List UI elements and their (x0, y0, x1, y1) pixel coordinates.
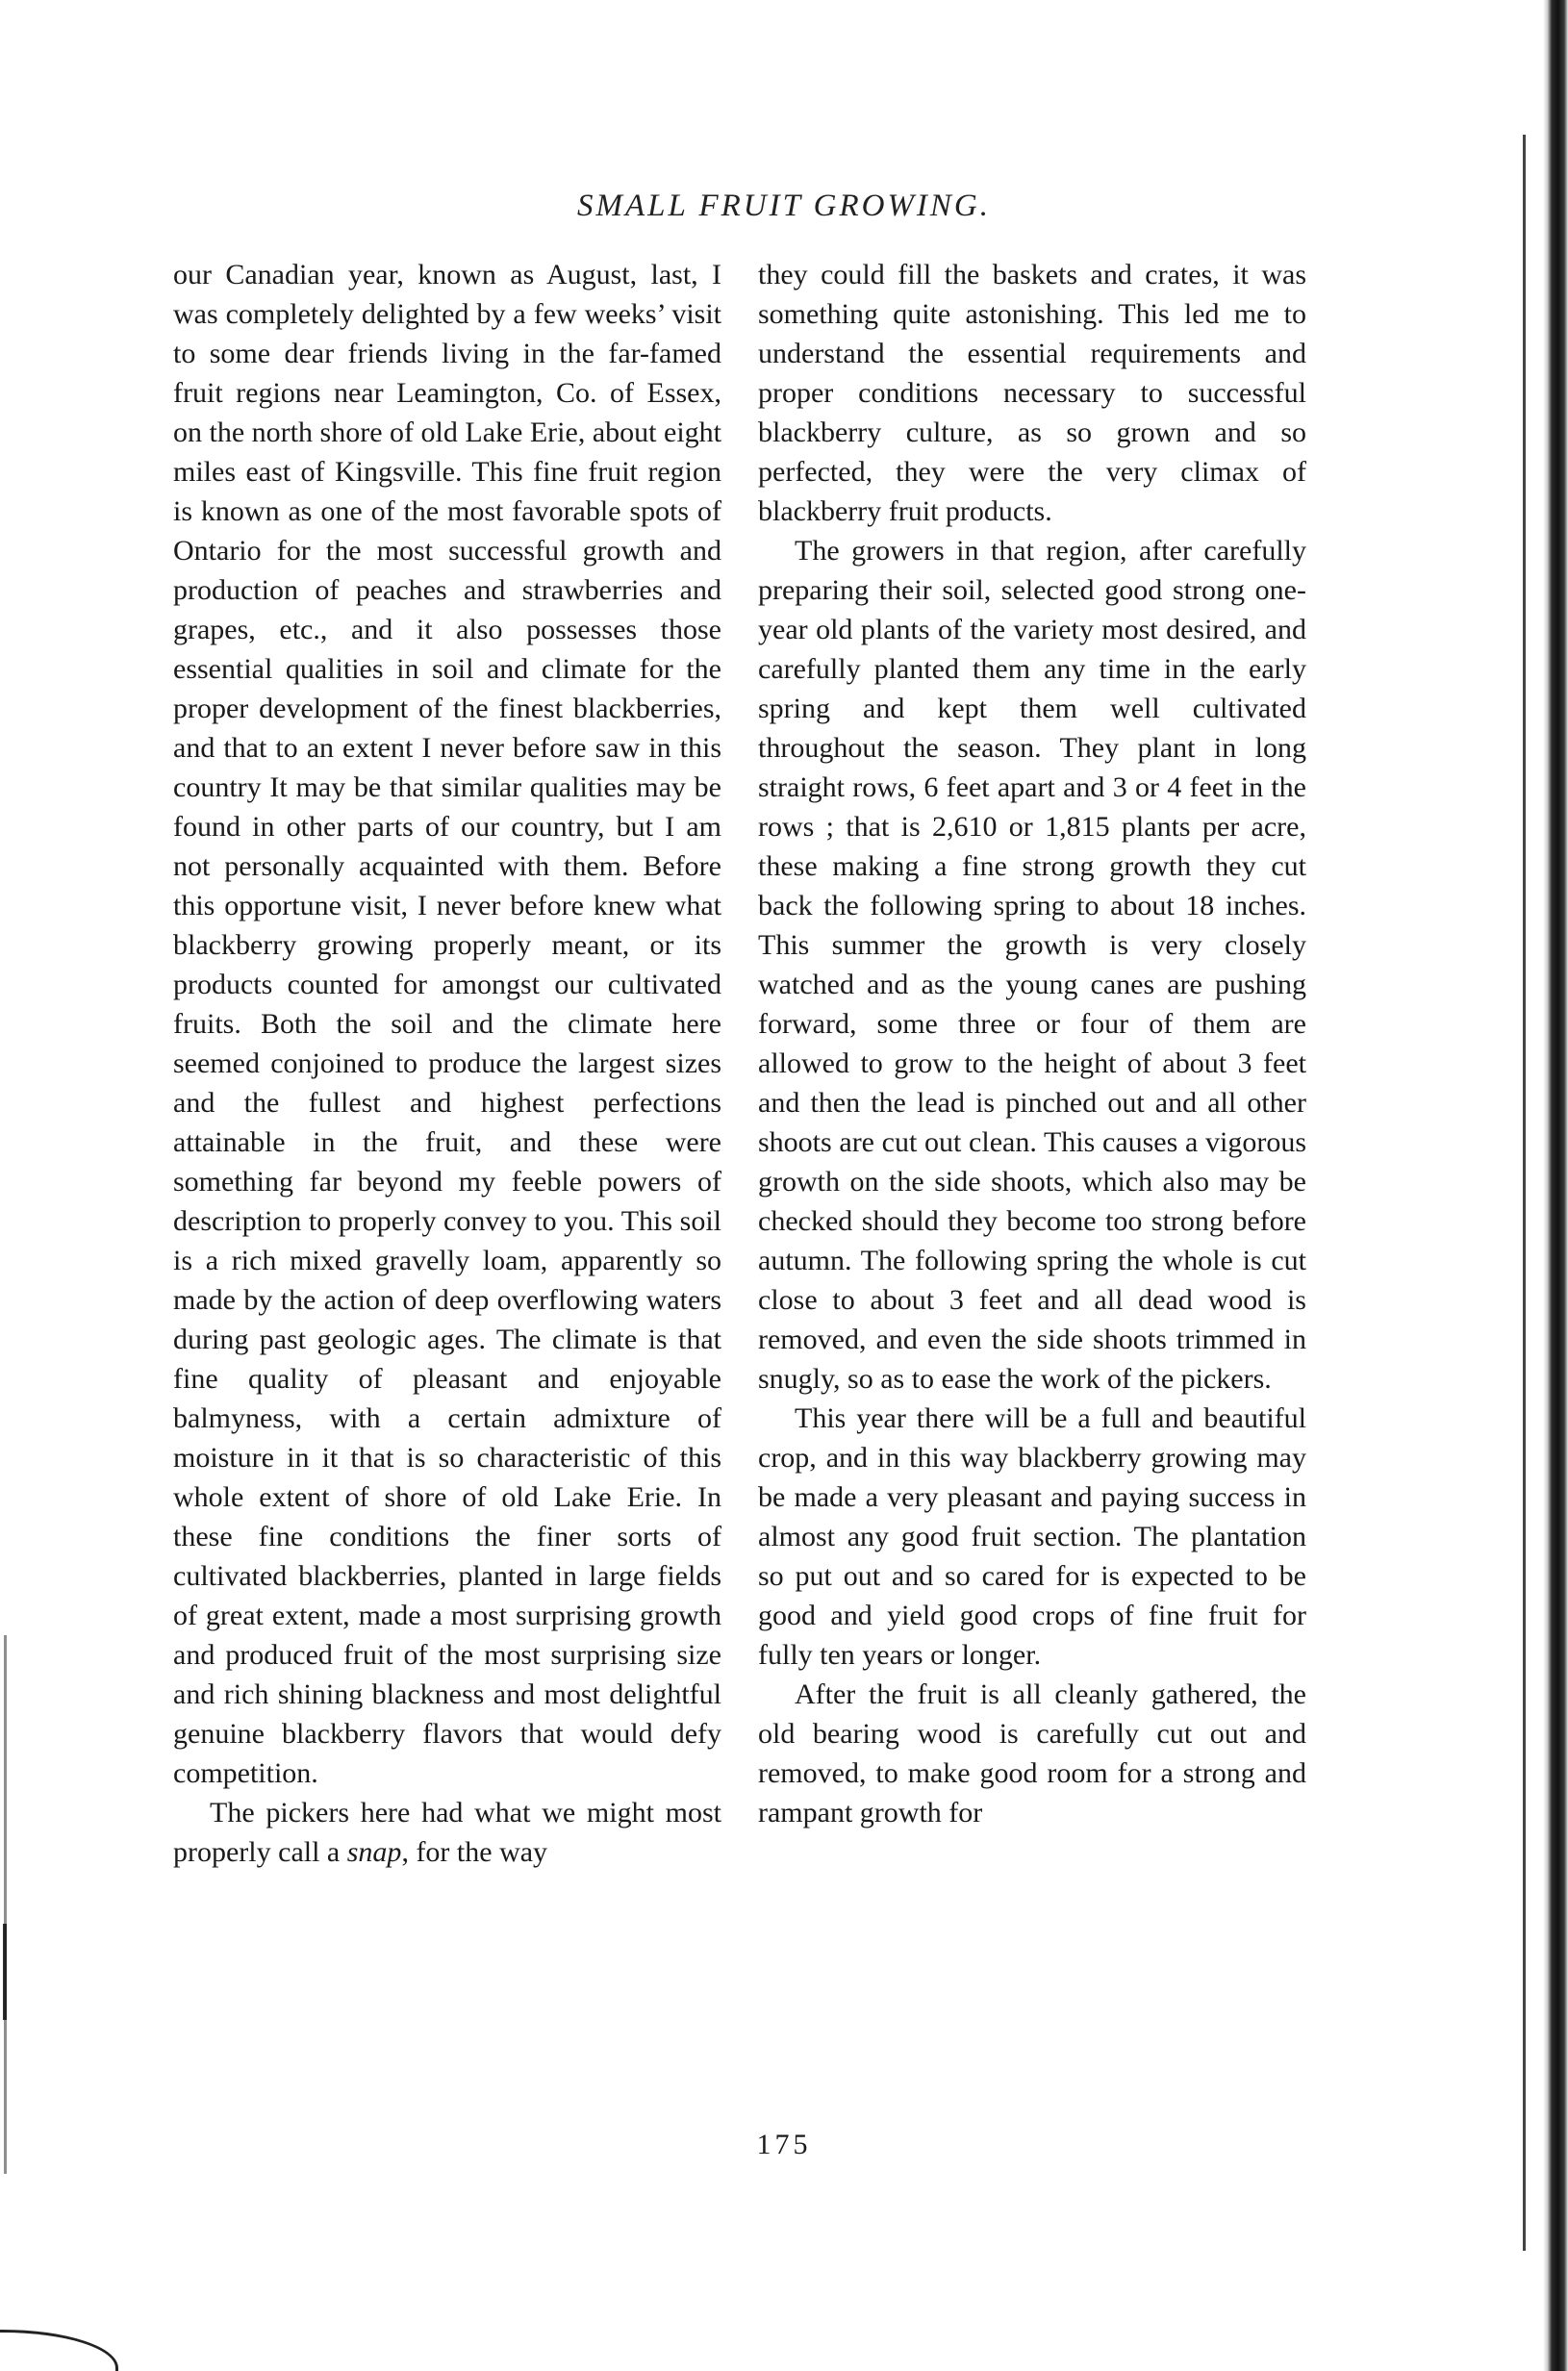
right-column (758, 255, 1306, 1832)
italic-word: snap (346, 1836, 402, 1868)
running-head: SMALL FRUIT GROWING. (576, 189, 992, 223)
paragraph: After the fruit is all cleanly gathered, the old bearing wood is carefully cut out and removed, to make good room for a strong and rampant growth for (758, 1678, 1306, 1829)
paragraph: The growers in that region, after carefully preparing their soil, selected good strong one-year old plants of the variety most desired, and carefully planted them any time in the early spring and kept them well cultivated throughout the season. They plant in long straight rows, 6 feet apart and 3 or 4 feet in the rows ; that is 2,610 or 1,815 plants per acre, these making a fine strong growth they cut back the following spring to about 18 inches. This summer the growth is very closely watched and as the young canes are pushing forward, some three or four of them are allowed to grow to the height of about 3 feet and then the lead is pinched out and all other shoots are cut out clean. This causes a vigorous growth on the side shoots, which also may be checked should they become too strong before autumn. The following spring the whole is cut close to about 3 feet and all dead wood is removed, and even the side shoots trimmed in snugly, so as to ease the work of the pickers. (758, 535, 1306, 1395)
text-run: The pickers here had what we might most properly call a (173, 1797, 721, 1868)
paragraph: our Canadian year, known as August, last, I was completely delighted by a few weeks’ visit to some dear friends living in the far-famed fruit regions near Leamington, Co. of Essex, on the north shore of old Lake Erie, about eight miles east of Kingsville. This fine fruit region is known as one of the most favorable spots of Ontario for the most successful growth and production of peaches and strawberries and grapes, etc., and it also possesses those essential qualities in soil and climate for the proper development of the finest blackberries, and that to an extent I never before saw in this country It may be that similar qualities may be found in other parts of our country, but I am not personally acquainted with them. Before this opportune visit, I never before knew what blackberry growing properly meant, or its products counted for amongst our cultivated fruits. Both the soil and the climate here seemed conjoined to produce the largest sizes and the fullest and highest perfections attainable in the fruit, and these were something far beyond my feeble powers of description to properly convey to you. This soil is a rich mixed gravelly loam, apparently so made by the action of deep overflowing waters during past geologic ages. The climate is that fine quality of pleasant and enjoyable balmyness, with a certain admixture of moisture in it that is so characteristic of this whole extent of shore of old Lake Erie. In these fine conditions the finer sorts of cultivated blackberries, planted in large fields of great extent, made a most surprising growth and produced fruit of the most surprising size and rich shining blackness and most delightful genuine blackberry flavors that would defy competition. (173, 259, 721, 1789)
page-edge-line (1523, 135, 1526, 2251)
paragraph: This year there will be a full and beautiful crop, and in this way blackberry growing may be made a very pleasant and paying success in almost any good fruit section. The plantation so put out and so cared for is expected to be good and yield good crops of fine fruit for fully ten years or longer. (758, 1402, 1306, 1671)
page-edge-left-mark (3, 1924, 7, 2020)
page-corner-curl (0, 2330, 118, 2371)
page-edge-shadow (1543, 0, 1568, 2371)
text-run: , for the way (401, 1836, 548, 1868)
paragraph: they could fill the baskets and crates, it was something quite astonishing. This led me to understand the essential requirements and proper conditions necessary to successful blackberry culture, as so grown and so perfected, they were the very climax of blackberry fruit products. (758, 259, 1306, 527)
page-edge-left (4, 1635, 7, 2174)
left-column (173, 255, 721, 1872)
paragraph (173, 1793, 721, 1872)
page-number: 175 (756, 2129, 812, 2160)
